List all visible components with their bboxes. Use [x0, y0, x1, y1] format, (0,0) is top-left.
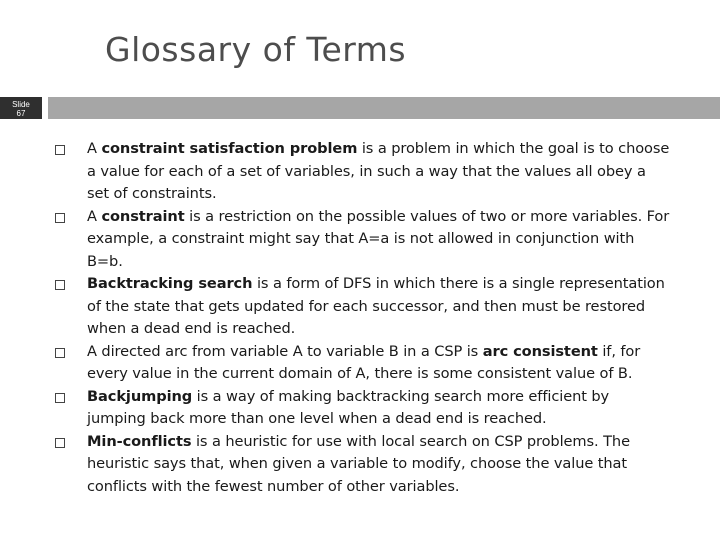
glossary-item	[50, 431, 670, 499]
glossary-item	[50, 341, 670, 386]
slide-number: 67	[16, 109, 26, 118]
square-bullet-icon	[55, 280, 65, 290]
item-text-after: is a problem in which the goal is to choose a value for each of a set of variables, in such a way that the values all obey a set of constraints.	[87, 140, 670, 202]
term: Backjumping	[87, 387, 193, 405]
item-text-after: is a form of DFS in which there is a single representation of the state that gets updated for each successor, and then must be restored when a dead end is reached.	[87, 275, 665, 337]
square-bullet-icon	[55, 213, 65, 223]
slide-number-tag	[0, 97, 42, 119]
slide-label: Slide	[12, 100, 30, 109]
square-bullet-icon	[55, 438, 65, 448]
square-bullet-icon	[55, 348, 65, 358]
item-text-after: is a heuristic for use with local search on CSP problems. The heuristic says that, when given a variable to modify, choose the value that conflicts with the fewest number of other variables.	[87, 432, 630, 495]
square-bullet-icon	[55, 145, 65, 155]
item-text-before: A	[87, 207, 102, 225]
item-text-after: is a way of making backtracking search more efficient by jumping back more than one level when a dead end is reached.	[87, 387, 610, 427]
item-text-before: A directed arc from variable A to variable B in a CSP is	[87, 342, 483, 360]
slide-title: Glossary of Terms	[105, 30, 407, 69]
item-text-after: is a restriction on the possible values of two or more variables. For example, a constraint might say that A=a is not allowed in conjunction with B=b.	[87, 207, 670, 270]
header-bar	[48, 97, 720, 119]
glossary-item	[50, 206, 670, 274]
square-bullet-icon	[55, 393, 65, 403]
term: Backtracking search	[87, 275, 253, 292]
term: arc consistent	[482, 342, 598, 360]
glossary-item	[50, 138, 670, 206]
term: Min-conflicts	[87, 432, 192, 450]
glossary-item	[50, 386, 670, 431]
glossary-list	[50, 138, 670, 498]
term: constraint satisfaction problem	[101, 140, 358, 157]
glossary-item	[50, 273, 670, 341]
item-text-after: if, for every value in the current domain of A, there is some consistent value of B.	[87, 342, 641, 382]
term: constraint	[101, 207, 185, 225]
item-text-before: A	[87, 140, 102, 157]
